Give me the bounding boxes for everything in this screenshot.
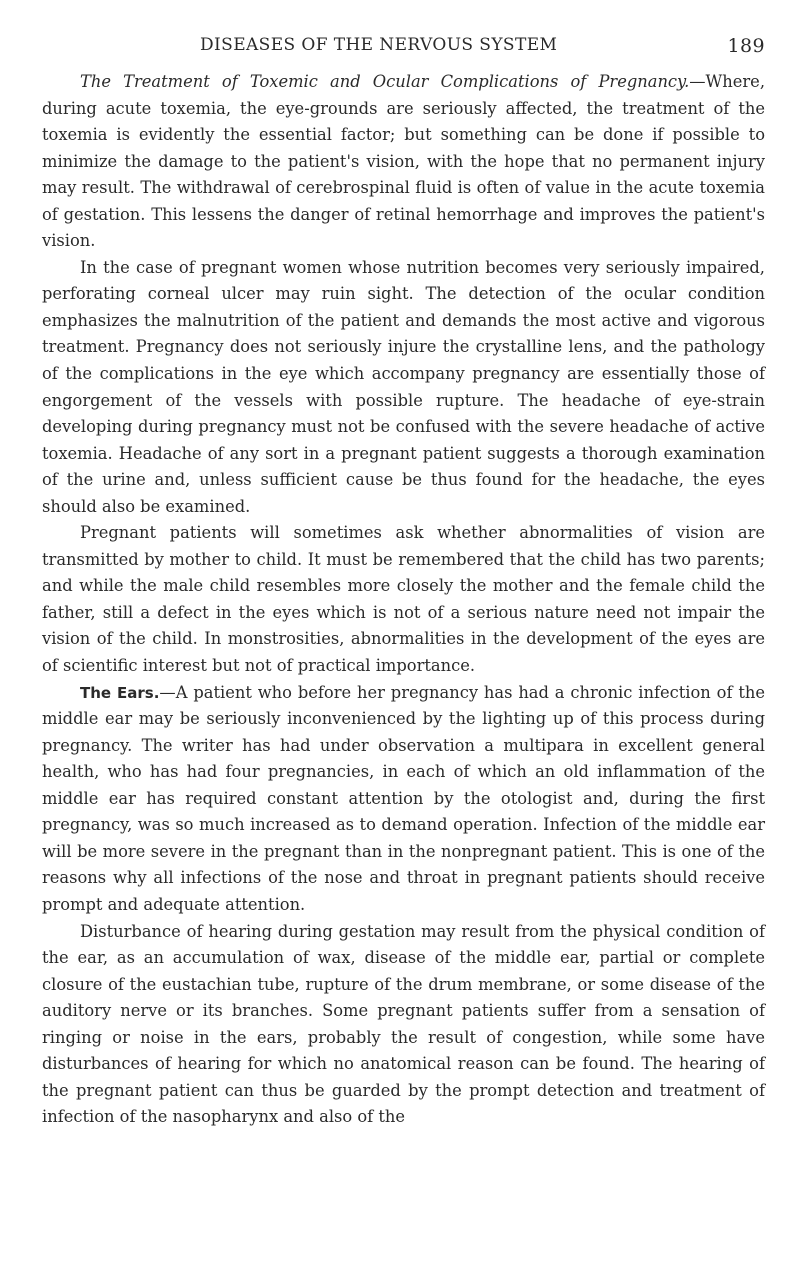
paragraph-text: In the case of pregnant women whose nutrition becomes very seriously impaired, perforating corneal ulcer may ruin sight. The detection of the ocular condition emphasizes the malnutrition of the patient and demands the most active and vigorous treatment. Pregnancy does not seriously injure the crystalline lens, and the pathology of the complications in the eye which accompany pregnancy are essentially those of engorgement of the vessels with possible rupture. The headache of eye-strain developing during pregnancy must not be confused with the severe headache of active toxemia. Headache of any sort in a pregnant patient suggests a thorough examination of the urine and, unless sufficient cause be thus found for the headache, the eyes should also be examined.: [42, 257, 765, 516]
paragraph-nutrition-corneal-ulcer: [42, 255, 765, 520]
paragraph-text: Disturbance of hearing during gestation may result from the physical condition of the ear, as an accumulation of wax, disease of the middle ear, partial or complete closure of the eustachian tube, rupture of the drum membrane, or some disease of the auditory nerve or its branches. Some pregnant patients suffer from a sensation of ringing or noise in the ears, probably the result of congestion, while some have disturbances of hearing for which no anatomical reason can be found. The hearing of the pregnant patient can thus be guarded by the prompt detection and treatment of infection of the nasopharynx and also of the: [42, 921, 765, 1127]
running-header: [42, 35, 765, 59]
paragraph-heredity-vision: [42, 520, 765, 679]
paragraph-the-ears: [42, 680, 765, 919]
paragraph-treatment-toxemic-ocular: [42, 69, 765, 255]
running-title: DISEASES OF THE NERVOUS SYSTEM: [200, 35, 558, 55]
section-heading-ears: The Ears.: [80, 683, 160, 702]
page-number: 189: [727, 35, 765, 57]
section-lead-heading: The Treatment of Toxemic and Ocular Complications of Pregnancy.: [80, 72, 690, 91]
body-text: [42, 69, 765, 1131]
paragraph-text: —A patient who before her pregnancy has had a chronic infection of the middle ear may be seriously inconvenienced by the lighting up of this process during pregnancy. The writer has had under observation a multipara in excellent general health, who has had four pregnancies, in each of which an old inflammation of the middle ear has required constant attention by the otologist and, during the first pregnancy, was so much increased as to demand operation. Infection of the middle ear will be more severe in the pregnant than in the nonpregnant patient. This is one of the reasons why all infections of the nose and throat in pregnant patients should receive prompt and adequate attention.: [42, 682, 766, 914]
paragraph-text: —Where, during acute toxemia, the eye-grounds are seriously affected, the treatment of the toxemia is evidently the essential factor; but something can be done if possible to minimize the damage to the patient's vision, with the hope that no permanent injury may result. The withdrawal of cerebrospinal fluid is often of value in the acute toxemia of gestation. This lessens the danger of retinal hemorrhage and improves the patient's vision.: [42, 72, 765, 251]
paragraph-hearing-disturbance: [42, 919, 765, 1131]
paragraph-text: Pregnant patients will sometimes ask whether abnormalities of vision are transmitted by mother to child. It must be remembered that the child has two parents; and while the male child resembles more closely the mother and the female child the father, still a defect in the eyes which is not of a serious nature need not impair the vision of the child. In monstrosities, abnormalities in the development of the eyes are of scientific interest but not of practical importance.: [42, 523, 765, 676]
